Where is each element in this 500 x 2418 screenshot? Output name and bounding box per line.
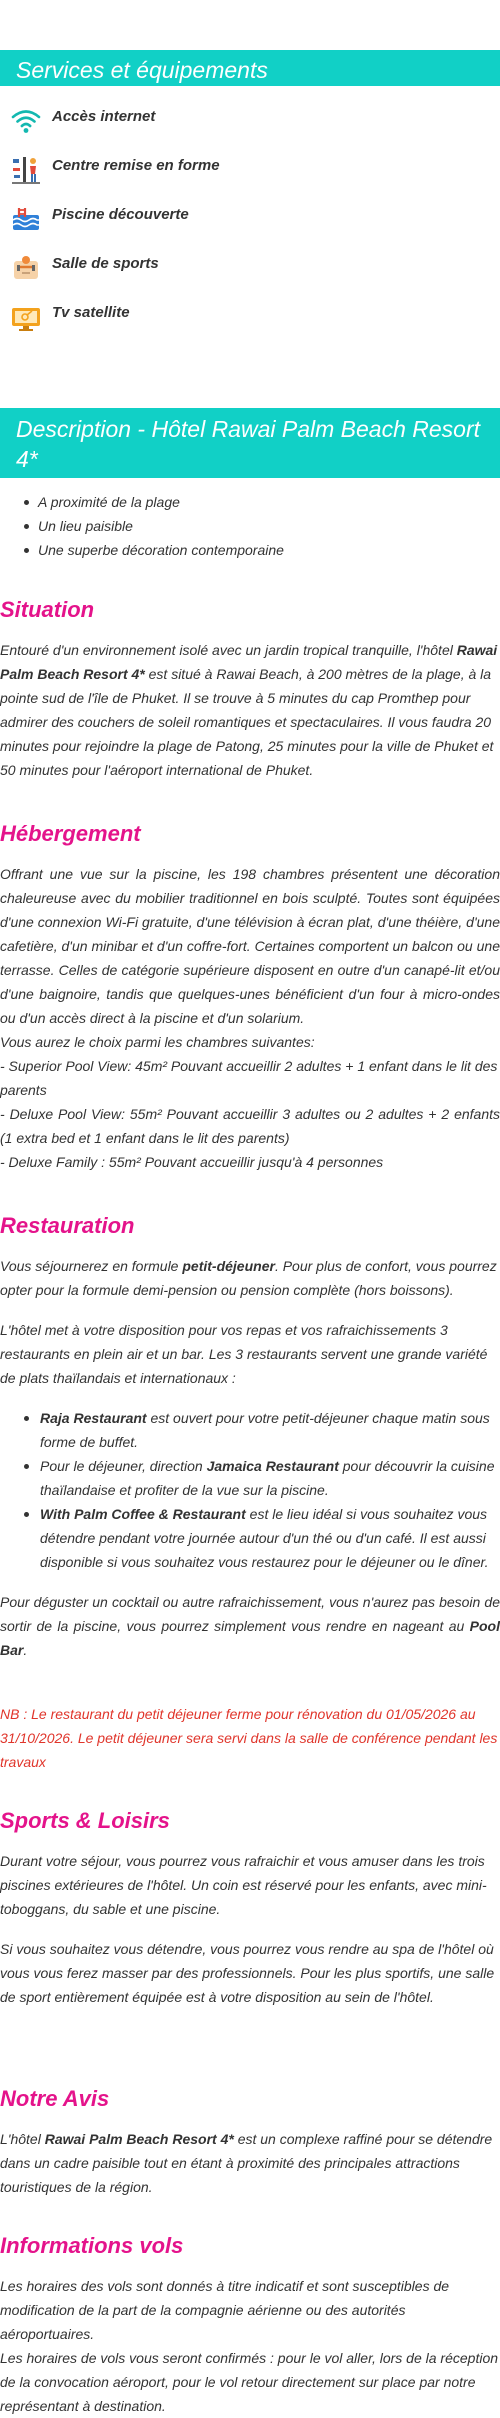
- hotel-name: Rawai Palm Beach Resort 4*: [0, 642, 498, 682]
- text-span: .: [23, 1642, 28, 1658]
- sports-text: Durant votre séjour, vous pourrez vous rafraichir et vous amuser dans les trois piscines extérieures de l'hôtel. Un coin est réservé pour les enfants, avec mini-toboggans, du sable et une piscine.: [0, 1853, 487, 1917]
- list-item: [40, 1406, 500, 1454]
- bar-name: Pool Bar: [0, 1618, 500, 1658]
- restaurant-name: Jamaica Restaurant: [206, 1458, 339, 1474]
- service-item: [10, 155, 260, 204]
- restaurant-name: Raja Restaurant: [40, 1410, 147, 1426]
- renovation-notice: NB : Le restaurant du petit déjeuner ferme pour rénovation du 01/05/2026 au 31/10/2026. Le petit déjeuner sera servi dans la salle de conférence pendant les travaux: [0, 1706, 498, 1770]
- service-item: [10, 302, 260, 351]
- text-span: Pour déguster un cocktail ou autre rafraichissement, vous n'aurez pas besoin de sortir de la piscine, vous pourrez simplement vous rendre en nageant au: [0, 1594, 500, 1634]
- service-label: Tv satellite: [52, 304, 130, 321]
- text-span: L'hôtel: [0, 2131, 45, 2147]
- text-span: Pour le déjeuner, direction: [40, 1458, 207, 1474]
- restaurant-list: [0, 1406, 500, 1574]
- list-item: [40, 1502, 500, 1574]
- hebergement-text: Offrant une vue sur la piscine, les 198 chambres présentent une décoration chaleureuse avec du mobilier traditionnel en bois sculpté. Toutes sont équipées d'une connexion Wi-Fi gratuite, d'une télévision à écran plat, d'une théière, d'une cafetière, d'un minibar et d'un coffre-fort. Certaines comportent un balcon ou une terrasse. Celles de catégorie supérieure disposent en outre d'un canapé-lit et/ou d'une baignoire, tandis que quelques-unes bénéficient d'un four à micro-ondes ou d'un accès direct à la piscine et d'un solarium.: [0, 866, 500, 1026]
- formula-name: petit-déjeuner: [182, 1258, 275, 1274]
- description-bullets: [0, 478, 500, 562]
- pool-icon: [10, 204, 42, 234]
- service-item: [10, 253, 260, 302]
- service-label: Accès internet: [52, 108, 156, 125]
- description-heading: Description - Hôtel Rawai Palm Beach Resort 4*: [0, 408, 500, 478]
- service-label: Salle de sports: [52, 255, 159, 272]
- vols-text: Les horaires des vols sont donnés à titre indicatif et sont susceptibles de modification de la part de la compagnie aérienne ou des autorités aéroportuaires.: [0, 2278, 450, 2342]
- services-list: [0, 86, 500, 351]
- vols-confirmation: Les horaires de vols vous seront confirmés : pour le vol aller, lors de la réception de la convocation aéroport, pour le vol retour directement sur place par notre représentant à destination.: [0, 2350, 499, 2414]
- wifi-icon: [10, 106, 42, 136]
- text-span: Entouré d'un environnement isolé avec un jardin tropical tranquille, l'hôtel: [0, 642, 457, 658]
- spa-text: Si vous souhaitez vous détendre, vous pourrez vous rendre au spa de l'hôtel où vous vous ferez masser par des professionnels. Pour les plus sportifs, une salle de sport entièrement équipée est à votre disposition au sein de l'hôtel.: [0, 1941, 495, 2005]
- tv-icon: [10, 302, 42, 332]
- service-label: Piscine découverte: [52, 206, 189, 223]
- text-span: est le lieu idéal si vous souhaitez vous détendre pendant votre journée autour d'un thé ou d'un café. Il est aussi disponible si vous souhaitez vous restaurez pour le déjeuner ou le dîner.: [40, 1506, 489, 1570]
- list-item: A proximité de la plage: [24, 490, 500, 514]
- fitness-icon: [10, 155, 42, 185]
- list-item: Une superbe décoration contemporaine: [24, 538, 500, 562]
- text-span: est ouvert pour votre petit-déjeuner chaque matin sous forme de buffet.: [40, 1410, 490, 1450]
- service-label: Centre remise en forme: [52, 157, 220, 174]
- text-span: est un complexe raffiné pour se détendre dans un cadre paisible tout en étant à proximité des principales attractions touristiques de la région.: [0, 2131, 493, 2195]
- situation-heading: Situation: [0, 597, 95, 622]
- room-deluxe: - Deluxe Pool View: 55m² Pouvant accueillir 3 adultes ou 2 adultes + 2 enfants (1 extra bed et 1 enfant dans le lit des parents): [0, 1106, 500, 1146]
- hebergement-heading: Hébergement: [0, 821, 141, 846]
- room-superior: - Superior Pool View: 45m² Pouvant accueillir 2 adultes + 1 enfant dans le lit des parents: [0, 1058, 498, 1098]
- vols-heading: Informations vols: [0, 2233, 184, 2258]
- restauration-heading: Restauration: [0, 1213, 135, 1238]
- text-span: Vous séjournerez en formule: [0, 1258, 183, 1274]
- avis-heading: Notre Avis: [0, 2086, 110, 2111]
- list-item: Un lieu paisible: [24, 514, 500, 538]
- services-heading: Services et équipements: [0, 50, 500, 86]
- text-span: pour découvrir la cuisine thaïlandaise et profiter de la vue sur la piscine.: [40, 1458, 495, 1498]
- room-family: - Deluxe Family : 55m² Pouvant accueillir jusqu'à 4 personnes: [0, 1154, 384, 1170]
- restauration-bar: [0, 1590, 500, 1662]
- service-item: [10, 204, 260, 253]
- text-span: est situé à Rawai Beach, à 200 mètres de la plage, à la pointe sud de l'île de Phuket. Il se trouve à 5 minutes du cap Promthep pour admirer des couchers de soleil romantiques et spectaculaires. Il vous faudra 20 minutes pour rejoindre la plage de Patong, 25 minutes pour la ville de Phuket et 50 minutes pour l'aéroport international de Phuket.: [0, 666, 494, 778]
- list-item: [40, 1454, 500, 1502]
- sports-icon: [10, 253, 42, 283]
- sports-heading: Sports & Loisirs: [0, 1808, 170, 1833]
- situation-text: [0, 638, 500, 782]
- service-item: [10, 106, 260, 155]
- hotel-name: Rawai Palm Beach Resort 4*: [44, 2131, 234, 2147]
- text-span: . Pour plus de confort, vous pourrez opter pour la formule demi-pension ou pension complète (hors boissons).: [0, 1258, 497, 1298]
- restauration-intro: L'hôtel met à votre disposition pour vos repas et vos rafraichissements 3 restaurants en plein air et un bar. Les 3 restaurants servent une grande variété de plats thaïlandais et internationaux :: [0, 1322, 488, 1386]
- restaurant-name: With Palm Coffee & Restaurant: [40, 1506, 246, 1522]
- avis-text: [0, 2127, 500, 2199]
- hebergement-rooms-intro: Vous aurez le choix parmi les chambres suivantes:: [0, 1034, 315, 1050]
- restauration-formula: [0, 1254, 500, 1302]
- page: [0, 50, 500, 2414]
